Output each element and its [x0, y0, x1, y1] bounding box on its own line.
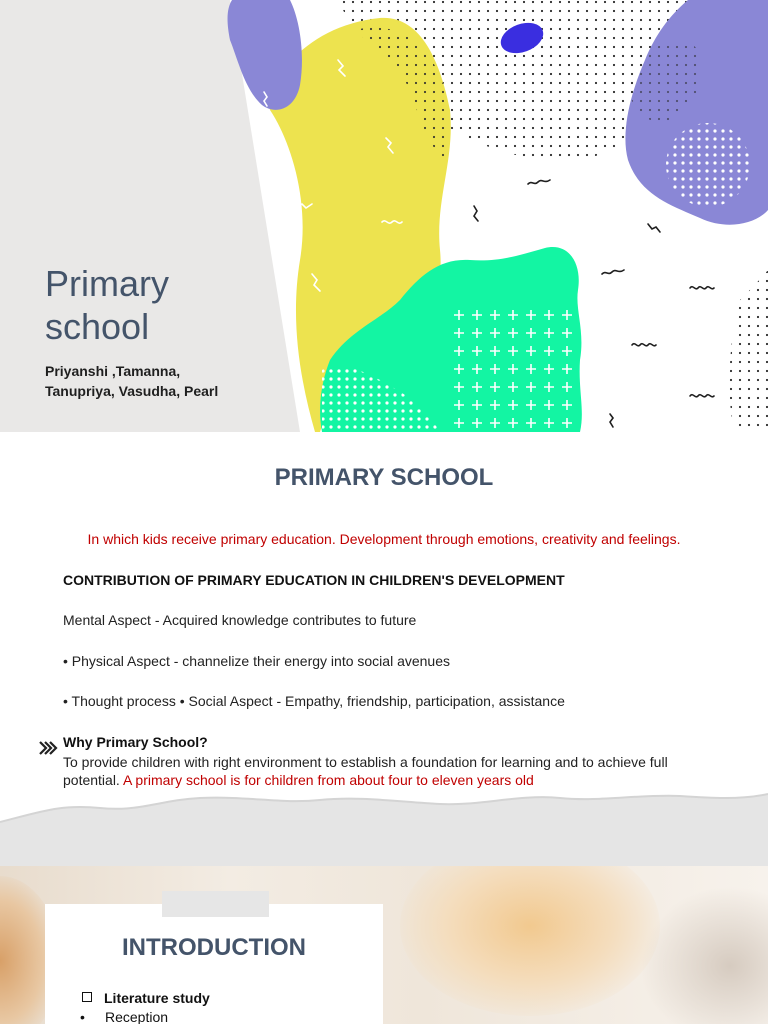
list-item — [82, 990, 210, 1006]
double-chevron-icon — [38, 740, 58, 756]
primary-school-slide — [0, 432, 768, 866]
why-text-main: To provide children with right environment to establish a foundation for learning and to achieve full potential. — [63, 754, 668, 788]
introduction-slide — [0, 866, 768, 1024]
point-mental: Mental Aspect - Acquired knowledge contributes to future — [63, 612, 417, 628]
content-card — [45, 904, 383, 1024]
contribution-heading: CONTRIBUTION OF PRIMARY EDUCATION IN CHILDREN'S DEVELOPMENT — [63, 572, 565, 588]
bullet-icon: • — [80, 1009, 85, 1024]
slide-heading: INTRODUCTION — [122, 934, 306, 961]
list-item — [80, 1009, 168, 1024]
authors-line-1: Priyanshi ,Tamanna, — [45, 363, 181, 379]
card-tab — [162, 891, 269, 917]
title-line-1: Primary — [45, 263, 169, 304]
presentation-title — [45, 262, 169, 348]
point-social: • Thought process • Social Aspect - Empathy, friendship, participation, assistance — [63, 693, 565, 709]
background-blur — [400, 866, 660, 1016]
list-item-text: Literature study — [104, 990, 210, 1006]
point-physical: • Physical Aspect - channelize their energy into social avenues — [63, 653, 451, 669]
why-text-red: A primary school is for children from about four to eleven years old — [122, 772, 534, 788]
tagline: In which kids receive primary education. Development through emotions, creativity and feelings. — [87, 531, 681, 547]
list-item-text: Reception — [105, 1009, 169, 1024]
background-blur — [640, 886, 768, 1024]
slide-heading: PRIMARY SCHOOL — [274, 464, 494, 491]
authors — [45, 361, 245, 401]
torn-paper-decoration — [0, 782, 768, 866]
checkbox-bullet-icon — [82, 992, 92, 1002]
title-line-2: school — [45, 306, 150, 347]
why-title: Why Primary School? — [63, 734, 208, 750]
title-slide — [0, 0, 768, 432]
authors-line-2: Tanupriya, Vasudha, Pearl — [45, 383, 219, 399]
